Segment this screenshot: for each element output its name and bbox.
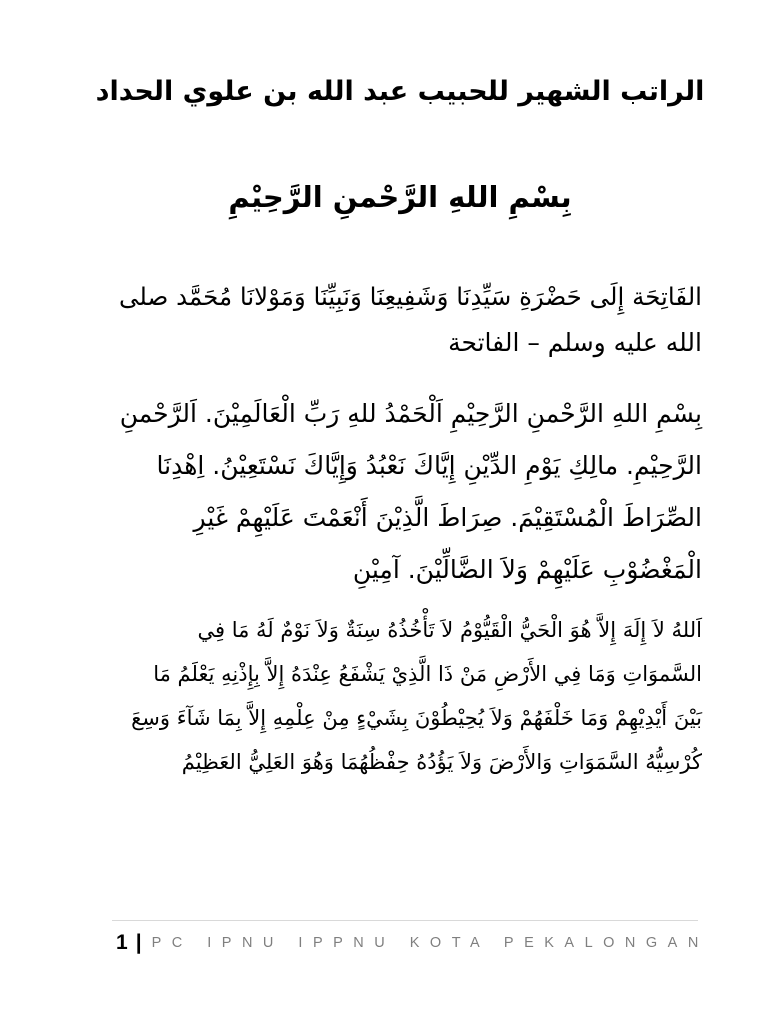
paragraph-line: اَللهُ لاَ إِلَهَ إِلاَّ هُوَ الْحَيُّ الْقَيُّوْمُ لاَ تَأْخُذُهُ سِنَةٌ وَلاَ نَوْمٌ لَهُ مَا فِي	[197, 618, 702, 642]
page-footer	[116, 928, 709, 958]
paragraph-line: كُرْسِيُّهُ السَّمَوَاتِ وَالأَرْضَ وَلاَ يَؤُدُهُ حِفْظُهُمَا وَهُوَ العَلِيُّ العَظِيْمُ	[181, 750, 702, 774]
paragraph-line: بِسْمِ اللهِ الرَّحْمنِ الرَّحِيْمِ اَلْحَمْدُ للهِ رَبِّ الْعَالَمِيْنَ. اَلرَّحْمنِ	[119, 399, 702, 428]
page-number: 1	[116, 931, 128, 954]
paragraph-line: الْمَغْضُوْبِ عَلَيْهِمْ وَلاَ الضَّالِّيْنَ. آمِيْنِ	[352, 555, 702, 584]
document-title: الراتب الشهير للحبيب عبد الله بن علوي الحداد	[95, 76, 705, 107]
paragraph-line: السَّموَاتِ وَمَا فِي الأَرْضِ مَنْ ذَا الَّذِيْ يَشْفَعُ عِنْدَهُ إِلاَّ بِإِذْنِهِ يَعْلَمُ مَا	[153, 662, 702, 686]
al-fatiha-paragraph	[112, 388, 702, 596]
footer-separator: |	[135, 931, 142, 954]
basmala-heading: بِسْمِ اللهِ الرَّحْمنِ الرَّحِيْمِ	[228, 180, 572, 214]
ayat-al-kursi-paragraph	[112, 608, 702, 784]
footer-organization-text: PC IPNU IPPNU KOTA PEKALONGAN	[151, 935, 709, 951]
fatiha-dedication-paragraph	[112, 274, 702, 366]
paragraph-line: الرَّحِيْمِ. مالِكِ يَوْمِ الدِّيْنِ إِيَّاكَ نَعْبُدُ وَإِيَّاكَ نَسْتَعِيْنُ. اِهْدِنَا	[156, 451, 702, 480]
paragraph-line: بَيْنَ أَيْدِيْهِمْ وَمَا خَلْفَهُمْ وَلاَ يُحِيْطُوْنَ بِشَيْءٍ مِنْ عِلْمِهِ إِلاَّ بِمَا شَآءَ وَسِعَ	[131, 706, 702, 730]
footer-divider	[112, 920, 698, 921]
paragraph-line: الصِّرَاطَ الْمُسْتَقِيْمَ. صِرَاطَ الَّذِيْنَ أَنْعَمْتَ عَلَيْهِمْ غَيْرِ	[193, 503, 702, 532]
paragraph-line: الله عليه وسلم – الفاتحة	[448, 328, 702, 357]
paragraph-line: الفَاتِحَة إِلَى حَضْرَةِ سَيِّدِنَا وَشَفِيعِنَا وَنَبِيِّنَا وَمَوْلانَا مُحَمَّد صلى	[119, 282, 702, 311]
